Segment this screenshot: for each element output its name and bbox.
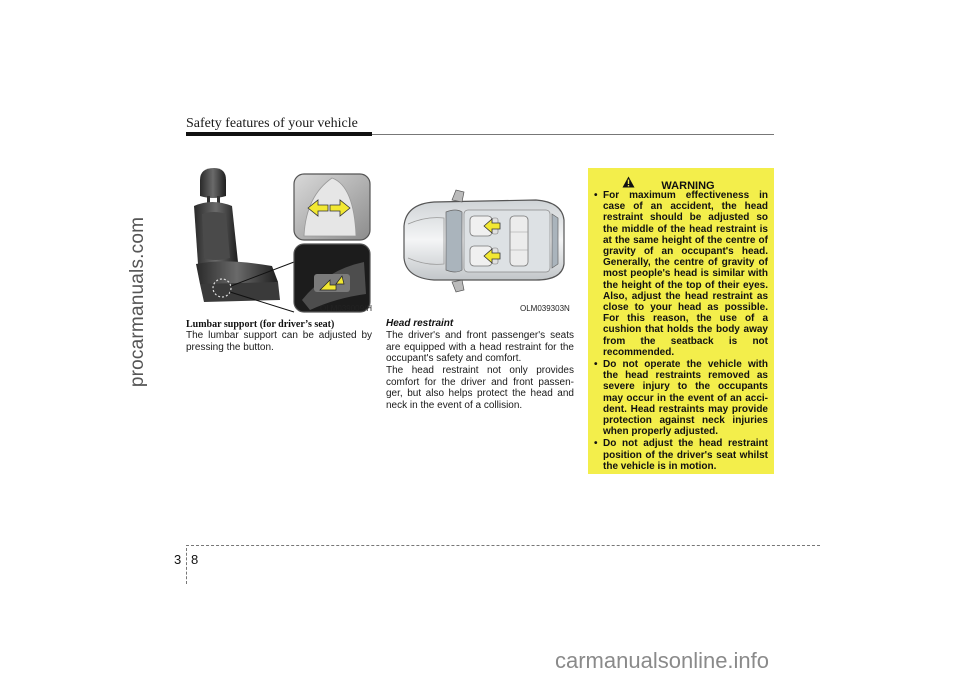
head-restraint-heading: Head restraint: [386, 318, 454, 329]
warning-box: [588, 168, 774, 474]
seat-lumbar-figure: [186, 166, 372, 314]
header-rule-thick: [186, 132, 372, 136]
footer-rule: [186, 545, 820, 546]
lumbar-body: The lumbar support can be adjusted by pressing the button.: [186, 330, 372, 353]
car-top-view-illustration: [386, 166, 574, 314]
seat-lumbar-illustration: [186, 166, 372, 314]
warning-item: • Do not adjust the head restraint position of the driver's seat whilst the vehicle is in motion.: [594, 438, 768, 472]
warning-title: WARNING: [661, 180, 715, 192]
page-header-title: Safety features of your vehicle: [186, 116, 358, 131]
page-chapter-number: 3: [174, 552, 182, 567]
bottom-watermark: carmanualsonline.info: [555, 648, 770, 673]
car-top-view-figure: [386, 166, 574, 314]
warning-triangle-icon: [622, 176, 635, 188]
car-figure-code: OLM039303N: [520, 304, 570, 313]
seat-figure-code: OLM039009/H: [320, 304, 373, 313]
warning-list: [594, 190, 768, 473]
head-restraint-body-2: The head restraint not only provides comfort for the driver and front passen-ger, but also helps protect the head and neck in the event of a collision.: [386, 365, 574, 411]
warning-item: • Do not operate the vehicle with the head restraints removed as severe injury to the occupants may occur in the event of an acci-dent. Head restraints may provide protection against neck injuries when properly adjusted.: [594, 359, 768, 437]
header-rule-thin: [372, 134, 774, 135]
side-watermark: procarmanuals.com: [127, 216, 148, 388]
footer-vertical-rule: [186, 548, 187, 584]
lumbar-heading: Lumbar support (for driver’s seat): [186, 319, 335, 330]
head-restraint-body-1: The driver's and front passenger's seats are equipped with a head restraint for the occupant's safety and comfort.: [386, 330, 574, 364]
page-number: 8: [191, 552, 199, 567]
warning-item: • For maximum effectiveness in case of an accident, the head restraint should be adjusted so the middle of the head restraint is at the same height of the centre of gravity of an occupant's head. Generally, the centre of gravity of most people's head is similar with the height of the top of their eyes. Also, adjust the head restraint as close to your head as possible. For this reason, the use of a cushion that holds the body away from the seatback is not recommended.: [594, 190, 768, 358]
